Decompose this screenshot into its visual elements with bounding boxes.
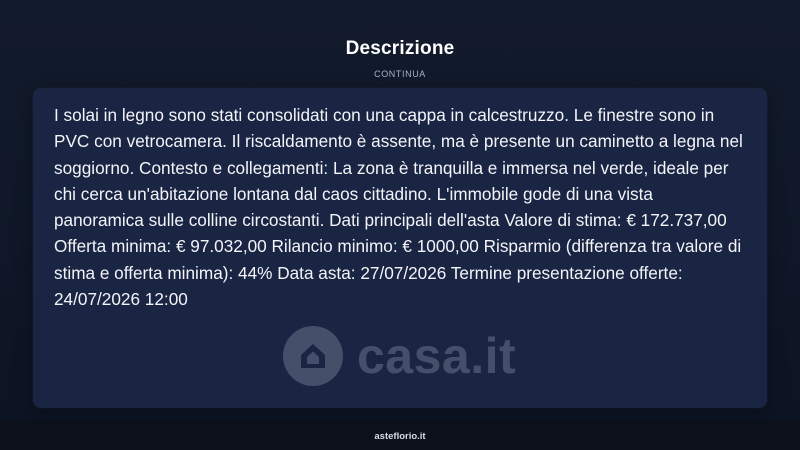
watermark (283, 326, 516, 386)
section-title: Descrizione (345, 38, 455, 59)
continue-link[interactable]: CONTINUA (374, 69, 426, 79)
description-card (33, 88, 767, 408)
watermark-text: casa.it (357, 328, 517, 384)
footer-site-link[interactable]: asteflorio.it (374, 431, 426, 442)
house-icon (283, 326, 343, 386)
description-text: I solai in legno sono stati consolidati con una cappa in calcestruzzo. Le finestre sono in PVC con vetrocamera. Il riscaldamento è assente, ma è presente un caminetto a legna nel soggiorno. Contesto e collegamenti: La zona è tranquilla e immersa nel verde, ideale per chi cerca un'abitazione lontana dal caos cittadino. L'immobile gode di una vista panoramica sulle colline circostanti. Dati principali dell'asta Valore di stima: € 172.737,00 Offerta minima: € 97.032,00 Rilancio minimo: € 1000,00 Risparmio (differenza tra valore di stima e offerta minima): 44% Data asta: 27/07/2026 Termine presentazione offerte: 24/07/2026 12:00 (54, 105, 743, 310)
